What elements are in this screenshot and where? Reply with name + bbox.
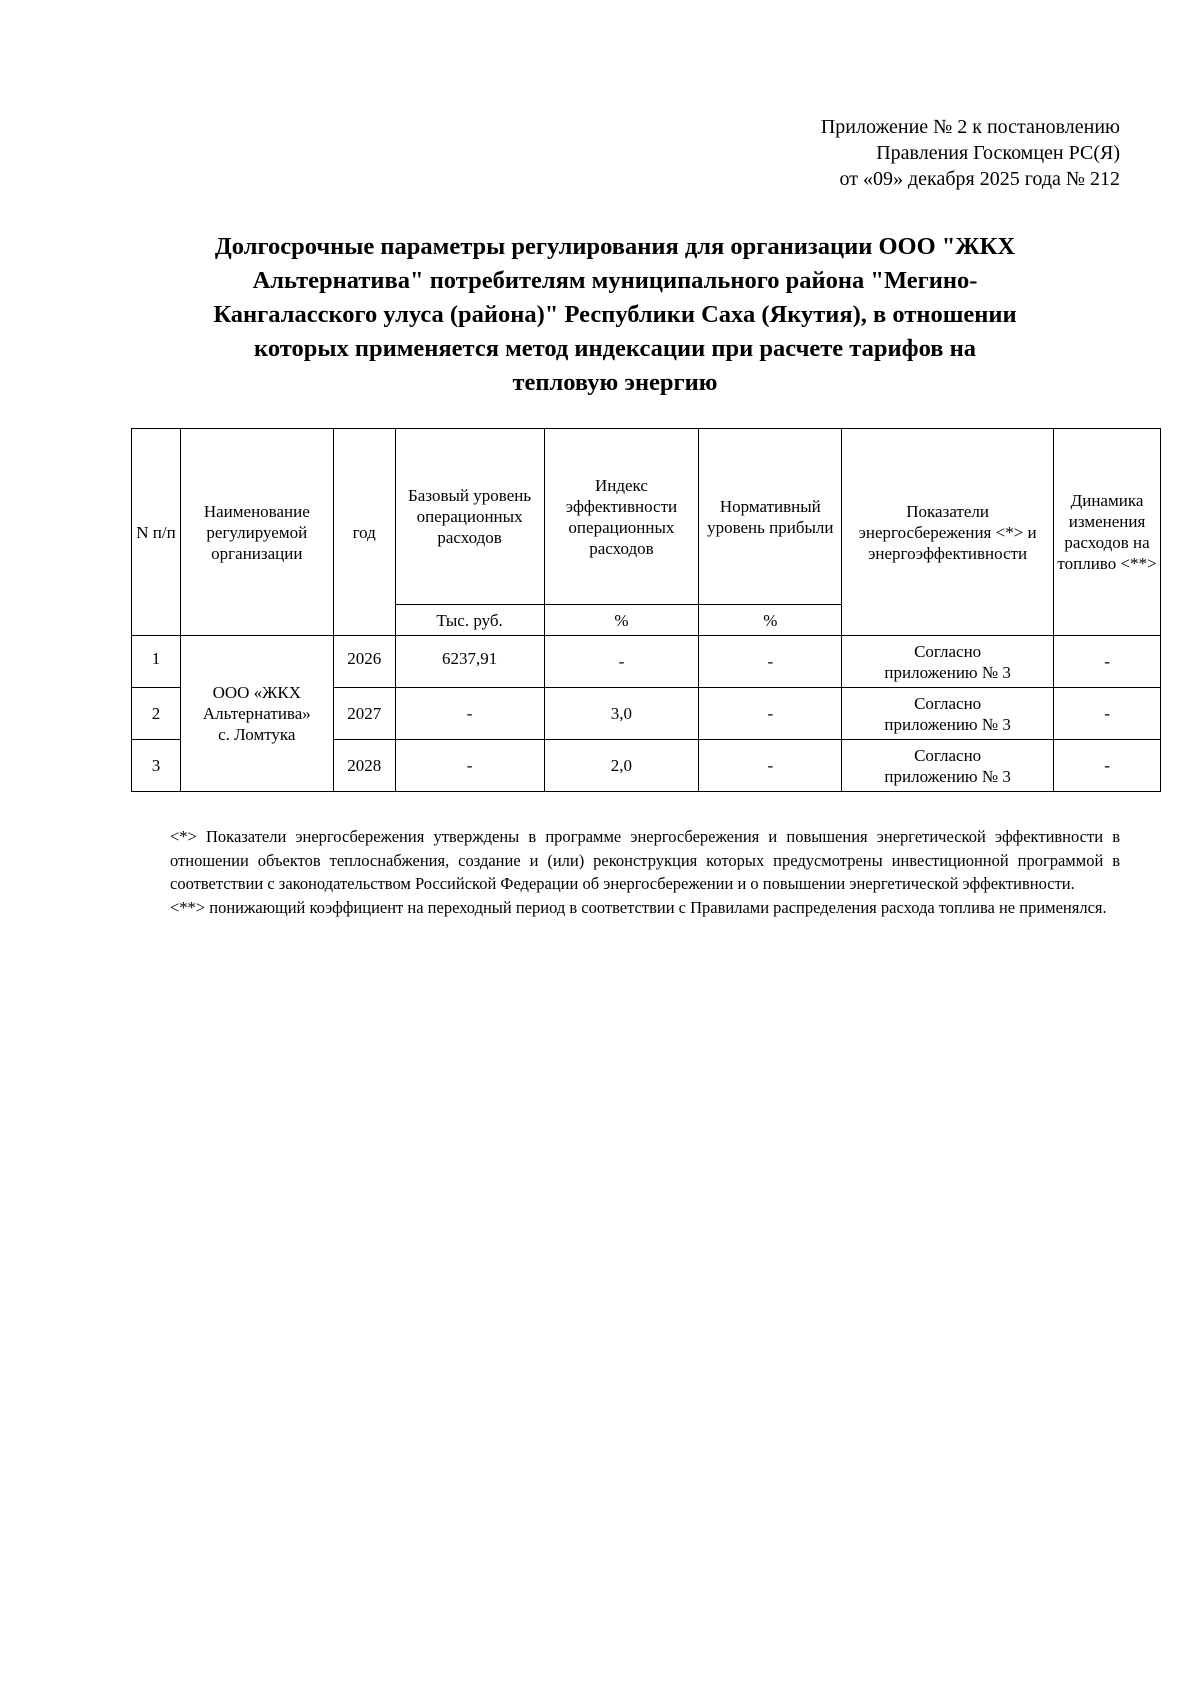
org-name-line: ООО «ЖКХ [212, 683, 302, 702]
energy-line: приложению № 3 [884, 714, 1011, 734]
cell-num: 1 [132, 636, 181, 688]
cell-num: 2 [132, 688, 181, 740]
cell-profit: - [699, 688, 842, 740]
cell-index: 3,0 [544, 688, 699, 740]
cell-year: 2027 [333, 688, 395, 740]
col-header-profit: Нормативный уровень прибыли [699, 429, 842, 605]
cell-energy [842, 636, 1054, 688]
unit-base: Тыс. руб. [395, 605, 544, 636]
unit-profit: % [699, 605, 842, 636]
org-name-line: Альтернатива» [202, 704, 311, 723]
cell-fuel: - [1054, 688, 1161, 740]
cell-fuel: - [1054, 740, 1161, 792]
title-line: Альтернатива" потребителям муниципального района "Мегино- [252, 267, 978, 294]
title-line: Кангаласского улуса (района)" Республики Саха (Якутия), в отношении [213, 301, 1017, 328]
cell-org [180, 636, 333, 792]
col-header-org: Наименование регулируемой организации [180, 429, 333, 636]
col-header-year: год [333, 429, 395, 636]
header-line: Правления Госкомцен РС(Я) [876, 142, 1120, 164]
title-line: Долгосрочные параметры регулирования для организации ООО "ЖКХ [214, 233, 1016, 260]
col-header-fuel: Динамика изменения расходов на топливо <**> [1054, 429, 1161, 636]
table-row [132, 636, 1161, 688]
energy-line: Согласно [914, 745, 982, 765]
footnote-fuel: <**> понижающий коэффициент на переходный период в соответствии с Правилами распределения расхода топлива не применялся. [170, 897, 1107, 917]
energy-line: приложению № 3 [884, 766, 1011, 786]
cell-index: 2,0 [544, 740, 699, 792]
col-header-base: Базовый уровень операционных расходов [395, 429, 544, 605]
cell-base: - [395, 740, 544, 792]
header-line: Приложение № 2 к постановлению [820, 116, 1120, 138]
document-header [620, 114, 1120, 192]
energy-line: приложению № 3 [884, 662, 1011, 682]
cell-energy [842, 688, 1054, 740]
title-line: которых применяется метод индексации при расчете тарифов на [254, 335, 976, 362]
cell-year: 2028 [333, 740, 395, 792]
cell-index: - [544, 636, 699, 688]
energy-line: Согласно [914, 693, 982, 713]
col-header-energy: Показатели энергосбережения <*> и энергоэффективности [842, 429, 1054, 636]
footnotes [170, 825, 1120, 919]
parameters-table [131, 428, 1161, 792]
cell-base: 6237,91 [395, 636, 544, 688]
document-title [150, 230, 1080, 400]
cell-fuel: - [1054, 636, 1161, 688]
cell-base: - [395, 688, 544, 740]
footnote-energy-saving: <*> Показатели энергосбережения утверждены в программе энергосбережения и повышения энергетической эффективности в отношении объектов теплоснабжения, создание и (или) реконструкция которых предусмотрены инвестиционной программой в соответствии с законодательством Российской Федерации об энергосбережении и о повышении энергетической эффективности. [170, 827, 1120, 893]
col-header-index: Индекс эффективности операционных расходов [544, 429, 699, 605]
cell-profit: - [699, 636, 842, 688]
unit-index: % [544, 605, 699, 636]
cell-profit: - [699, 740, 842, 792]
energy-line: Согласно [914, 641, 982, 661]
org-name-line: с. Ломтука [218, 725, 296, 744]
title-line: тепловую энергию [512, 369, 718, 396]
cell-year: 2026 [333, 636, 395, 688]
cell-energy [842, 740, 1054, 792]
col-header-num: N п/п [132, 429, 181, 636]
header-line: от «09» декабря 2025 года № 212 [839, 168, 1120, 190]
cell-num: 3 [132, 740, 181, 792]
